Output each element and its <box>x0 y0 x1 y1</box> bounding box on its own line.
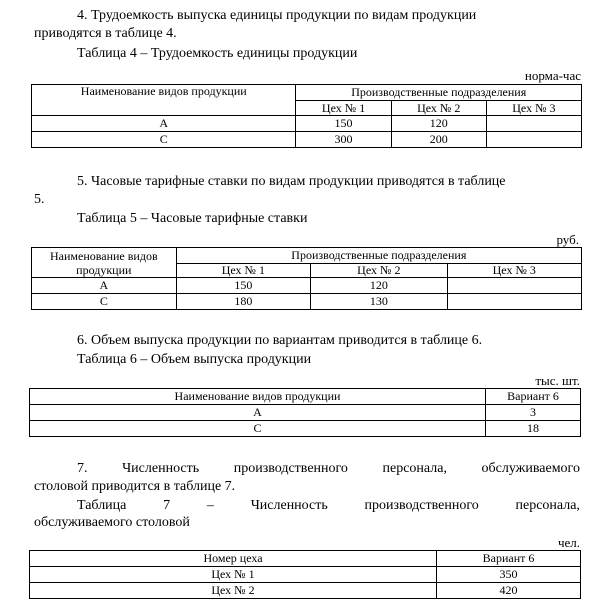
s4-unit: норма-час <box>524 68 581 83</box>
s4-caption: Таблица 4 – Трудоемкость единицы продукции <box>77 46 358 61</box>
s7-unit: чел. <box>557 535 580 550</box>
s6-unit: тыс. шт. <box>535 373 580 388</box>
s7-para-word: Численность <box>122 461 200 476</box>
s5-unit: руб. <box>556 232 579 247</box>
t4-header-shop2: Цех № 2 <box>391 101 486 116</box>
t7-r1-name: Цех № 1 <box>30 567 437 583</box>
t7-header-shop: Номер цеха <box>30 551 437 567</box>
t4-header-shop1: Цех № 1 <box>296 101 391 116</box>
t6-r2-value: 18 <box>486 421 581 437</box>
table-row <box>30 583 581 599</box>
t6-r1-name: А <box>30 405 486 421</box>
t7-r2-value: 420 <box>437 583 581 599</box>
t4-r1-v2: 120 <box>391 116 486 132</box>
t5-r2-v1: 180 <box>176 294 310 310</box>
t4-r2-v3 <box>486 132 581 148</box>
s7-para-line2: столовой приводится в таблице 7. <box>34 479 236 494</box>
s7-caption-word: 7 <box>163 498 171 513</box>
t5-r1-v3 <box>447 278 581 294</box>
t6-header-variant: Вариант 6 <box>486 389 581 405</box>
t5-header-product <box>32 248 177 278</box>
table-5 <box>31 247 582 310</box>
table-6 <box>29 388 581 437</box>
table-row <box>32 278 582 294</box>
s4-para-line1 <box>77 8 581 24</box>
t4-r2-v2: 200 <box>391 132 486 148</box>
t4-r1-name: А <box>32 116 296 132</box>
t5-r2-v3 <box>447 294 581 310</box>
t5-header-shop2: Цех № 2 <box>311 264 447 278</box>
t7-r1-value: 350 <box>437 567 581 583</box>
t5-header-product-l1: Наименование видов <box>50 248 158 263</box>
table-7 <box>29 550 581 599</box>
s7-caption-word: – <box>206 498 214 513</box>
s7-para-line1 <box>77 461 580 477</box>
t5-r1-v2: 120 <box>311 278 447 294</box>
t5-r2-name: С <box>32 294 177 310</box>
s7-caption-word: производственного <box>364 498 479 513</box>
t5-header-product-l2: продукции <box>76 262 132 277</box>
s7-para-word: производственного <box>233 461 348 476</box>
t4-r1-v1: 150 <box>296 116 391 132</box>
table-row <box>30 421 581 437</box>
t6-r2-name: С <box>30 421 486 437</box>
t4-header-group: Производственные подразделения <box>296 85 582 101</box>
t7-header-variant: Вариант 6 <box>437 551 581 567</box>
s7-para-word: обслуживаемого <box>481 461 580 476</box>
s4-para-line1-text: 4. Трудоемкость выпуска единицы продукции по видам продукции <box>77 8 477 23</box>
s4-para-line2: приводятся в таблице 4. <box>34 26 177 41</box>
s6-caption: Таблица 6 – Объем выпуска продукции <box>77 352 312 367</box>
table-row <box>30 405 581 421</box>
table-row <box>30 567 581 583</box>
s7-para-word: персонала, <box>382 461 447 476</box>
s5-para-line1: 5. Часовые тарифные ставки по видам продукции приводятся в таблице <box>77 174 506 189</box>
s7-caption-word: персонала, <box>515 498 580 513</box>
s7-caption-word: Численность <box>250 498 328 513</box>
table-row <box>32 132 582 148</box>
s7-caption-word: Таблица <box>77 498 127 513</box>
t5-header-shop3: Цех № 3 <box>447 264 581 278</box>
table-4 <box>31 84 582 148</box>
s7-caption-line1 <box>77 498 580 514</box>
s7-caption-line2: обслуживаемого столовой <box>34 515 190 530</box>
t6-r1-value: 3 <box>486 405 581 421</box>
table-row <box>32 294 582 310</box>
t4-r1-v3 <box>486 116 581 132</box>
t7-r2-name: Цех № 2 <box>30 583 437 599</box>
t6-header-product: Наименование видов продукции <box>30 389 486 405</box>
t5-r1-name: А <box>32 278 177 294</box>
t4-r2-name: С <box>32 132 296 148</box>
t4-header-shop3: Цех № 3 <box>486 101 581 116</box>
t5-header-shop1: Цех № 1 <box>176 264 310 278</box>
t5-r2-v2: 130 <box>311 294 447 310</box>
s5-para-line2: 5. <box>34 192 45 207</box>
t5-header-group: Производственные подразделения <box>176 248 581 264</box>
t5-r1-v1: 150 <box>176 278 310 294</box>
s5-caption: Таблица 5 – Часовые тарифные ставки <box>77 211 308 226</box>
t4-header-product: Наименование видов продукции <box>32 85 296 116</box>
table-row <box>32 116 582 132</box>
t4-r2-v1: 300 <box>296 132 391 148</box>
s6-para-line1: 6. Объем выпуска продукции по вариантам приводится в таблице 6. <box>77 333 483 348</box>
s7-para-word: 7. <box>77 461 88 476</box>
